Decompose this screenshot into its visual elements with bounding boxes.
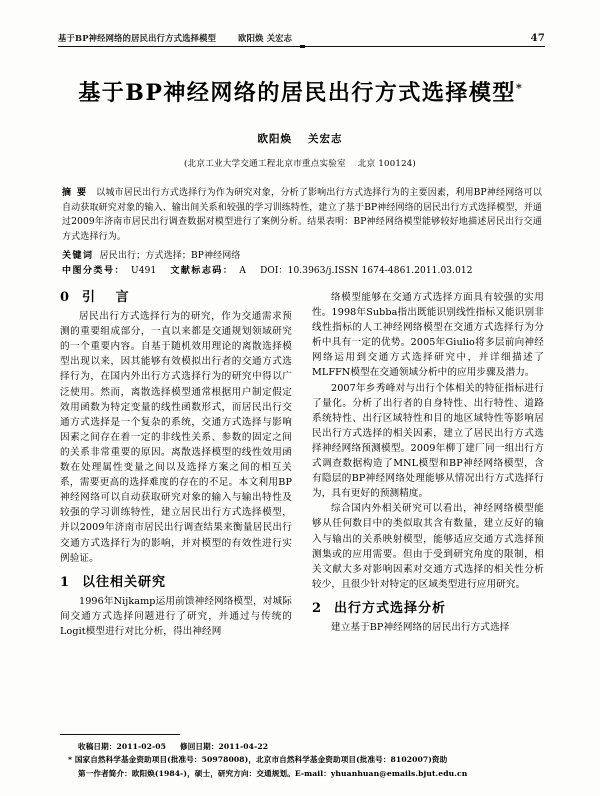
footnote-funding: * 国家自然科学基金资助项目(批准号：50978008)，北京市自然科学基金资助项目(批准号：8102007)资助 [68,755,448,765]
paragraph: 建立基于BP神经网络的居民出行方式选择 [331,621,510,633]
affiliation-line [0,157,600,169]
paragraph: 络模型能够在交通方式选择方面具有较强的实用性。1998年Subba指出既能识别线性指标又能识别非线性指标的人工神经网络模型在交通方式选择行为分析中具有一定的优势。2005年Giulio将多层前向神经网络运用到交通方式选择研究中，并详细描述了MLFFN模型在交通领域分析中的应用步骤及潜力。 [312,292,544,379]
page-title [0,76,600,107]
affiliation-institute: (北京工业大学交通工程北京市重点实验室 [184,159,346,169]
title-footnote-marker: * [515,81,522,95]
received-label: 收稿日期： [78,742,117,751]
doi-value: 10.3963/j.ISSN 1674-4861.2011.03.012 [287,266,473,276]
footnote-block [62,740,542,780]
footnote-author-bio: 第一作者简介：欧阳焕(1984-)，硕士，研究方向：交通规划。E-mail：yhuanhuan@emails.bjut.edu.cn [78,768,468,778]
section-0-number: 0 [60,290,71,305]
author-line [0,131,600,146]
keywords-value: 居民出行；方式选择；BP神经网络 [99,251,241,261]
section-heading-2 [312,601,544,616]
affiliation-city: 北京 100124) [357,159,416,169]
body-columns [60,290,544,722]
header-rule-tick [300,45,305,48]
section-1-number: 1 [60,574,71,590]
author-name-2: 关宏志 [308,133,343,145]
article-title: 基于BP神经网络的居民出行方式选择模型 [78,80,516,106]
doi-segment [260,266,473,276]
received-date: 2011-02-05 [116,742,167,751]
doc-code-value: A [239,266,247,276]
running-head-left [58,32,302,44]
paragraph: 综合国内外相关研究可以看出，神经网络模型能够从任何数目中的类似取其含有数量，建立反好的输入与输出的关系映射模型，能够适应交通方式选择预测集或的应用需要。但由于受到研究角度的限制，相关文献大多对影响因素对交通方式选择的相关性分析较少，且很少针对特定的区域类型进行应用研究。 [312,503,544,590]
section-0-title: 引 言 [82,290,137,305]
paragraph: 居民出行方式选择行为的研究，作为交通需求预测的重要组成部分，一直以来都是交通规划领域研究的一个重要内容。自基于随机效用理论的离散选择模型出现以来，因其能够有效模拟出行者的交通方式选择行为，在国内外出行方式选择行为的研究中得以广泛使用。然而，离散选择模型通常根据用户制定假定效用函数为特定变量的线性函数形式，而居民出行交通方式选择是一个复杂的系统，交通方式选择与影响因素之间存在着一定的非线性关系、参数的固定之间的关系非常重要的原因。离散选择模型的线性效用函数在处理属性变量之间以及选择方案之间的相互关系，需要更高的选择难度的存在的不足。本文利用BP神经网络可以自动获取研究对象的输入与输出特性及较强的学习训练特性，建立居民出行方式选择模型，并以2009年济南市居民出行调查结果来衡量居民出行交通方式选择行为的影响，并对模型的有效性进行实例验证。 [60,311,292,564]
clc-segment [62,266,156,276]
paragraph: 1996年Nijkamp运用前馈神经网络模型，对城际间交通方式选择问题进行了研究，并通过与传统的Logit模型进行对比分析，得出神经网 [60,595,292,637]
section-heading-0 [60,290,292,305]
author-name-1: 欧阳焕 [257,133,292,145]
doc-code-label: 文献标志码： [170,266,234,276]
running-head-title: 基于BP神经网络的居民出行方式选择模型 [58,33,217,43]
revised-label: 修回日期： [180,742,219,751]
running-head-authors: 欧阳焕 关宏志 [238,33,293,43]
doi-label: DOI： [260,266,288,276]
footnote-dates [62,740,542,753]
left-column [60,290,292,722]
classification-line [62,263,542,276]
section-2-title: 出行方式选择分析 [334,600,447,616]
revised-date: 2011-04-22 [218,742,269,751]
clc-value: U491 [131,266,157,276]
footnote-rule [60,734,180,735]
section-heading-1 [60,575,292,590]
running-head [58,30,545,44]
abstract-text: 以城市居民出行方式选择行为作为研究对象，分析了影响出行方式选择行为的主要因素，利用BP神经网络可以自动获取研究对象的输入、输出间关系和较强的学习训练特性，建立了基于BP神经网络的居民出行方式选择模型，并通过2009年济南市居民出行调查数据对模型进行了案例分析。结果表明：BP神经网络模型能够较好地描述居民出行交通方式选择行为。 [62,188,542,242]
paragraph: 2007年乡秀峰对与出行个体相关的特征指标进行了量化。分析了出行者的自身特性、出行特性、道路系统特性、出行区域特性和目的地区域特性等影响居民出行方式选择的相关因素，建立了居民出行方式选择神经网络预测模型。2009年柳丁建厂同一组出行方式调查数据构造了MNL模型和BP神经网络模型，含有隐层的BP神经网络处理能够从情况出行方式选择行为，具有更好的预测精度。 [312,382,544,500]
keywords-label: 关键词 [62,251,94,261]
clc-label: 中图分类号： [62,266,126,276]
right-column [312,290,544,722]
abstract-label: 摘要 [62,188,93,198]
keywords-line [62,248,542,261]
abstract-block [62,186,542,244]
page-number: 47 [530,33,545,44]
section-1-title: 以往相关研究 [82,574,167,590]
section-2-number: 2 [312,600,323,616]
doc-code-segment [170,266,246,276]
